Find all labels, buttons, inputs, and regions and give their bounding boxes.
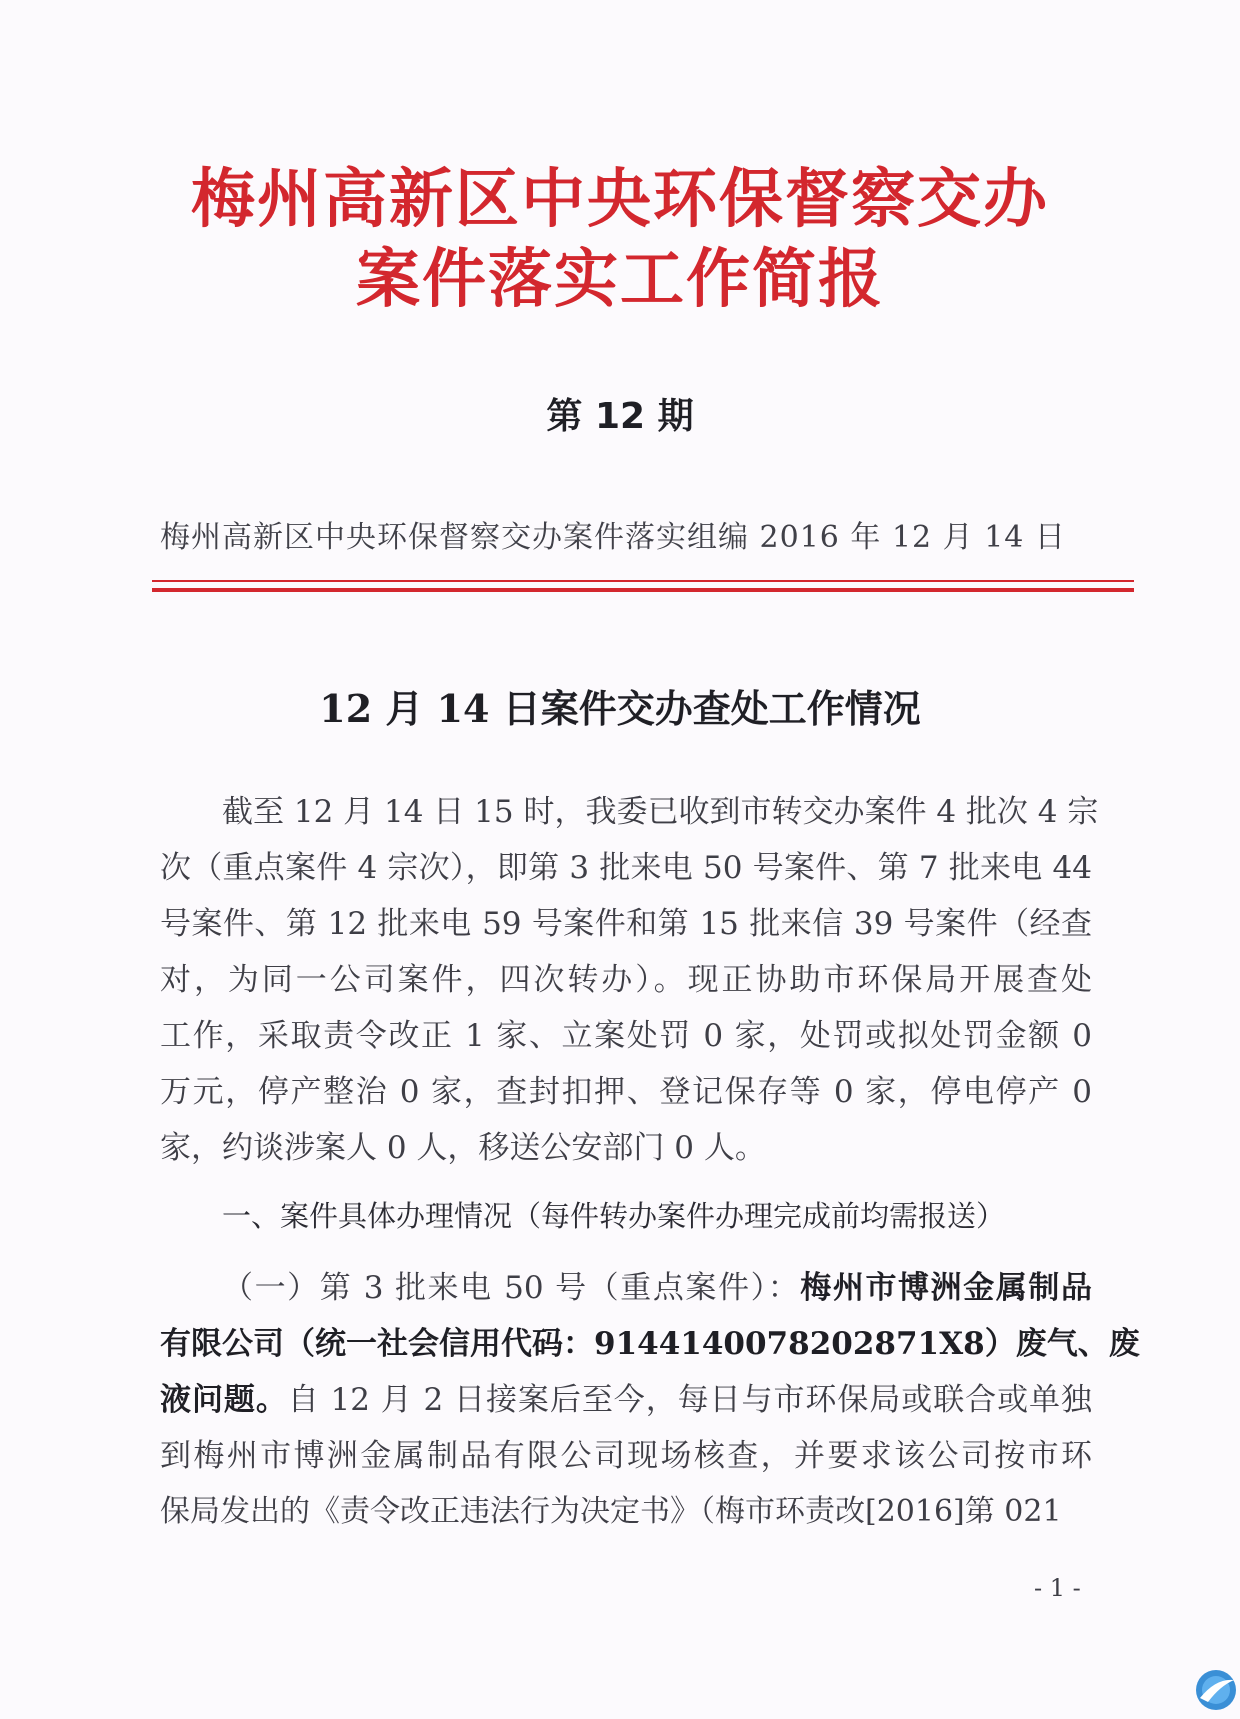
case1-line5: 保局发出的《责令改正违法行为决定书》（梅市环责改[2016]第 021 bbox=[160, 1494, 1062, 1529]
watermark-logo-icon bbox=[1194, 1668, 1238, 1712]
case1-company-part3: 液问题。 bbox=[160, 1382, 288, 1418]
case1-company-part1: 梅州市博洲金属制品 bbox=[800, 1270, 1092, 1306]
para1-line: 工作，采取责令改正 1 家、立案处罚 0 家，处罚或拟处罚金额 0 bbox=[160, 1018, 1092, 1054]
red-divider-thick bbox=[152, 588, 1134, 592]
case1-company-part2: 有限公司（统一社会信用代码：9144140078202871X8）废气、废 bbox=[160, 1326, 1140, 1362]
issue-number: 第 12 期 bbox=[546, 396, 694, 437]
section-heading: 一、案件具体办理情况（每件转办案件办理完成前均需报送） bbox=[222, 1199, 1006, 1233]
bulletin-title-line1: 梅州高新区中央环保督察交办 bbox=[191, 163, 1049, 237]
para1-line: 万元，停产整治 0 家，查封扣押、登记保存等 0 家，停电停产 0 bbox=[160, 1074, 1092, 1110]
editor-date-line: 梅州高新区中央环保督察交办案件落实组编 2016 年 12 月 14 日 bbox=[160, 520, 1066, 555]
case1-line1 bbox=[222, 1262, 1092, 1307]
para1-line: 家，约谈涉案人 0 人，移送公安部门 0 人。 bbox=[160, 1130, 766, 1166]
case1-intro: （一）第 3 批来电 50 号（重点案件）： bbox=[222, 1270, 801, 1306]
para1-line: 截至 12 月 14 日 15 时，我委已收到市转交办案件 4 批次 4 宗 bbox=[222, 794, 1099, 830]
case1-line3 bbox=[160, 1374, 1092, 1419]
para1-line: 次（重点案件 4 宗次），即第 3 批来电 50 号案件、第 7 批来电 44 bbox=[160, 850, 1092, 886]
red-divider-thin bbox=[152, 580, 1134, 582]
bulletin-title-line2: 案件落实工作简报 bbox=[356, 243, 884, 317]
article-heading: 12 月 14 日案件交办查处工作情况 bbox=[319, 686, 921, 731]
page-number: - 1 - bbox=[1034, 1574, 1081, 1602]
para1-line: 对，为同一公司案件，四次转办）。现正协助市环保局开展查处 bbox=[160, 962, 1092, 998]
case1-line3-rest: 自 12 月 2 日接案后至今，每日与市环保局或联合或单独 bbox=[287, 1382, 1092, 1418]
para1-line: 号案件、第 12 批来电 59 号案件和第 15 批来信 39 号案件（经查 bbox=[160, 906, 1092, 942]
case1-line4: 到梅州市博洲金属制品有限公司现场核查，并要求该公司按市环 bbox=[160, 1438, 1092, 1474]
